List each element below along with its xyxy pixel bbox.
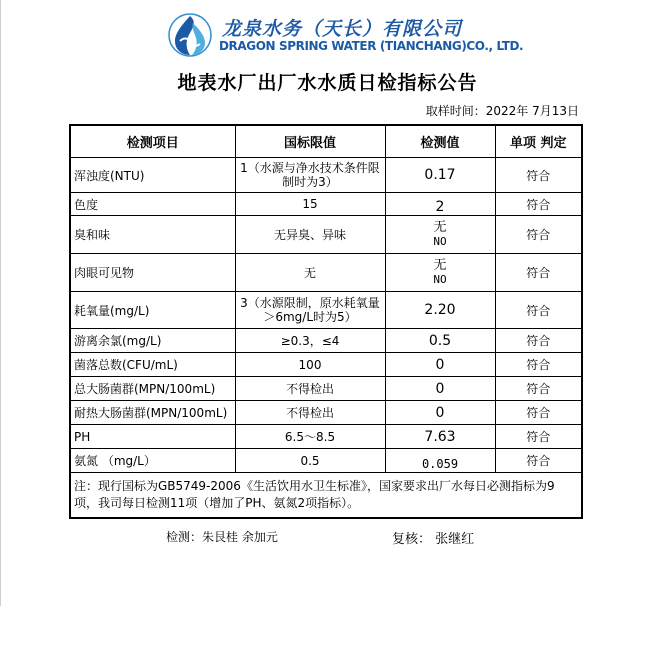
table-row <box>70 449 582 473</box>
test-value: 0.5 <box>385 329 495 353</box>
item-name: 耗氧量(mg/L) <box>70 292 235 329</box>
standard-limit: 100 <box>235 353 385 377</box>
column-header-item: 检测项目 <box>70 125 235 158</box>
test-value-sub: NO <box>433 272 447 286</box>
table-row <box>70 216 582 254</box>
table-row <box>70 254 582 292</box>
table-row <box>70 158 582 193</box>
company-header <box>166 8 524 58</box>
company-name-cn: 龙泉水务（天长）有限公司 <box>222 18 463 40</box>
inspector-signature: 检测：朱艮桂 余加元 <box>166 530 278 544</box>
test-value: 0 <box>385 353 495 377</box>
test-value <box>385 216 495 254</box>
test-value: 0 <box>385 401 495 425</box>
table-row <box>70 425 582 449</box>
table-row <box>70 292 582 329</box>
result: 符合 <box>495 158 582 193</box>
column-header-result: 单项 判定 <box>495 125 582 158</box>
standard-limit: 无 <box>235 254 385 292</box>
table-row <box>70 401 582 425</box>
table-row <box>70 353 582 377</box>
water-quality-table <box>69 124 583 519</box>
table-row <box>70 193 582 216</box>
result: 符合 <box>495 377 582 401</box>
page-title: 地表水厂出厂水水质日检指标公告 <box>177 72 478 94</box>
result: 符合 <box>495 329 582 353</box>
test-value-sub: NO <box>433 234 447 248</box>
result: 符合 <box>495 401 582 425</box>
result: 符合 <box>495 254 582 292</box>
sample-time: 取样时间：2022年 7月13日 <box>425 104 579 118</box>
table-header-row <box>70 125 582 158</box>
reviewer-signature: 复核： 张继红 <box>392 532 475 547</box>
test-value: 0.059 <box>385 449 495 473</box>
test-value: 0 <box>385 377 495 401</box>
test-value: 0.17 <box>385 158 495 193</box>
standard-limit: 0.5 <box>235 449 385 473</box>
item-name: 菌落总数(CFU/mL) <box>70 353 235 377</box>
result: 符合 <box>495 193 582 216</box>
test-value <box>385 254 495 292</box>
water-drop-logo-icon <box>166 11 214 59</box>
result: 符合 <box>495 216 582 254</box>
standard-limit: 不得检出 <box>235 377 385 401</box>
item-name: 色度 <box>70 193 235 216</box>
result: 符合 <box>495 353 582 377</box>
item-name: 氨氮 （mg/L） <box>70 449 235 473</box>
table-note: 注：现行国标为GB5749-2006《生活饮用水卫生标准》，国家要求出厂水每日必测指标为9项，我司每日检测11项（增加了PH、氨氮2项指标）。 <box>70 473 582 519</box>
test-value-main: 无 <box>433 257 447 273</box>
item-name: 臭和味 <box>70 216 235 254</box>
item-name: 耐热大肠菌群(MPN/100mL) <box>70 401 235 425</box>
standard-limit: 15 <box>235 193 385 216</box>
table-row <box>70 329 582 353</box>
test-value: 2 <box>385 193 495 216</box>
item-name: 浑浊度(NTU) <box>70 158 235 193</box>
test-value: 7.63 <box>385 425 495 449</box>
table-note-row <box>70 473 582 519</box>
company-name-en: DRAGON SPRING WATER (TIANCHANG)CO., LTD. <box>219 39 524 53</box>
item-name: 游离余氯(mg/L) <box>70 329 235 353</box>
item-name: PH <box>70 425 235 449</box>
test-value-main: 无 <box>433 219 447 235</box>
column-header-value: 检测值 <box>385 125 495 158</box>
standard-limit: ≥0.3，≤4 <box>235 329 385 353</box>
column-header-standard: 国标限值 <box>235 125 385 158</box>
result: 符合 <box>495 449 582 473</box>
item-name: 总大肠菌群(MPN/100mL) <box>70 377 235 401</box>
table-row <box>70 377 582 401</box>
standard-limit: 1（水源与净水技术条件限制时为3） <box>235 158 385 193</box>
standard-limit: 6.5～8.5 <box>235 425 385 449</box>
standard-limit: 无异臭、异味 <box>235 216 385 254</box>
standard-limit: 3（水源限制，原水耗氧量＞6mg/L时为5） <box>235 292 385 329</box>
standard-limit: 不得检出 <box>235 401 385 425</box>
test-value: 2.20 <box>385 292 495 329</box>
result: 符合 <box>495 425 582 449</box>
result: 符合 <box>495 292 582 329</box>
item-name: 肉眼可见物 <box>70 254 235 292</box>
